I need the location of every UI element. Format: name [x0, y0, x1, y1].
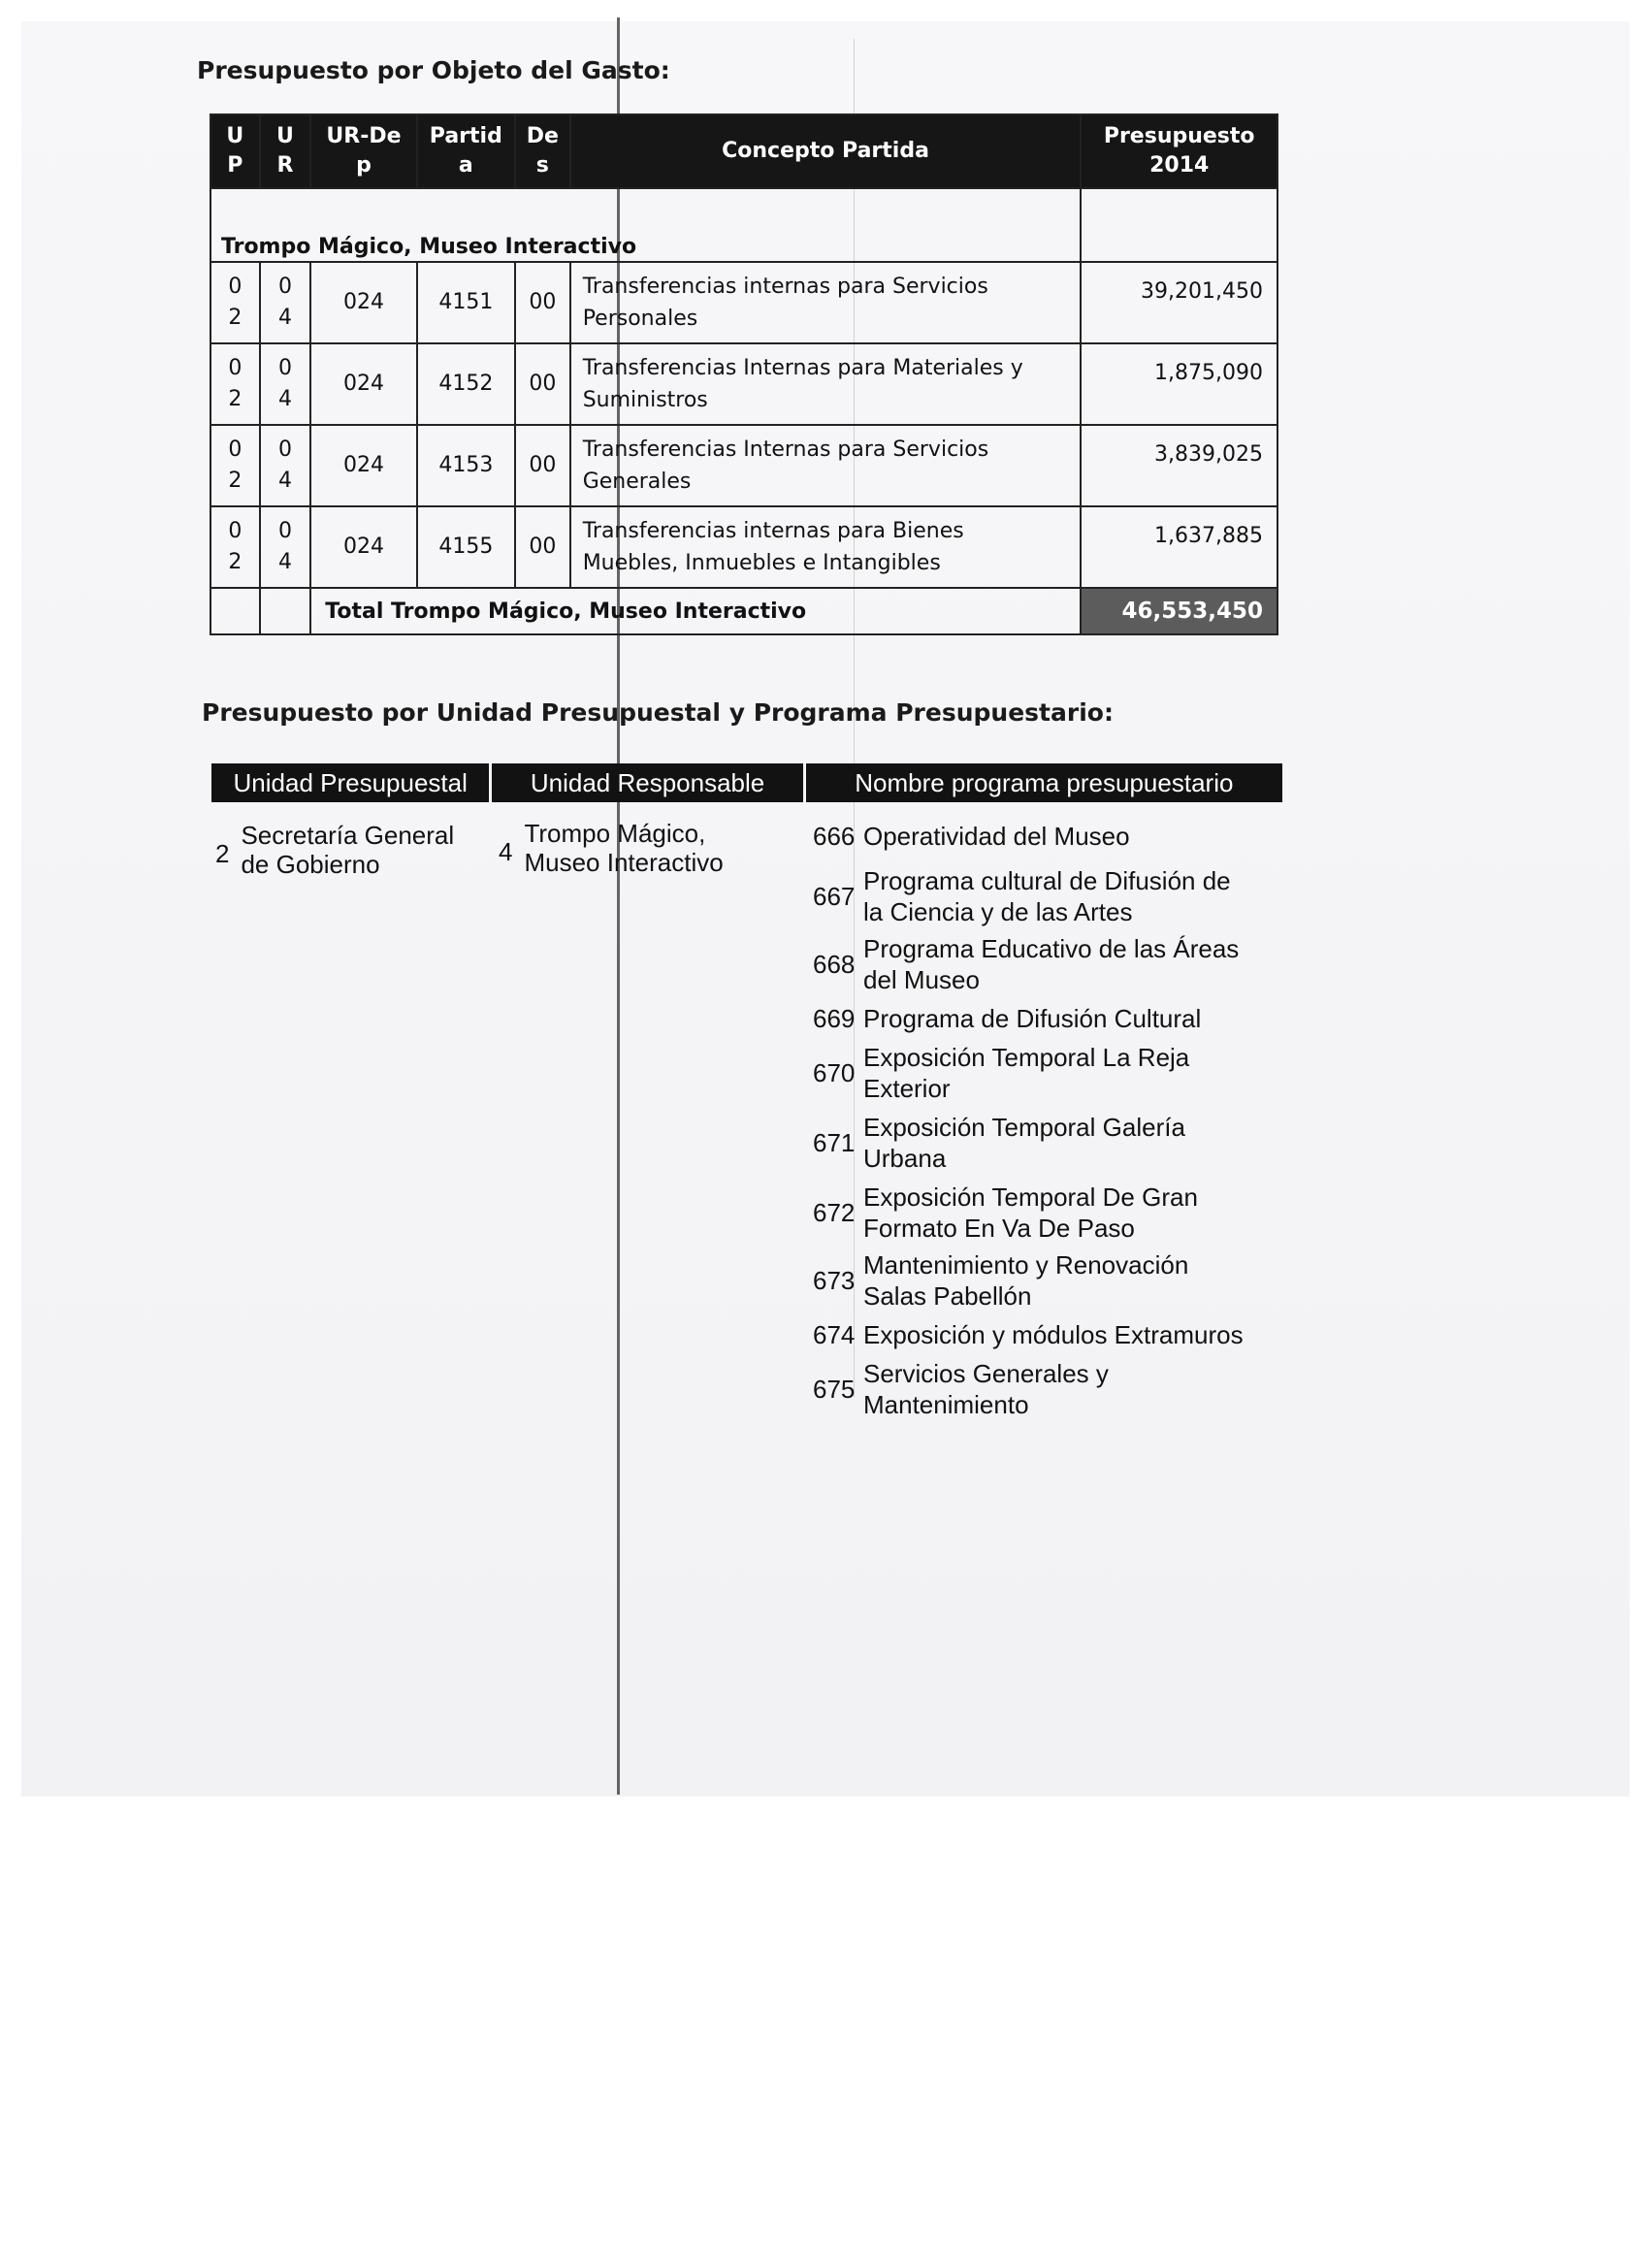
programa-name: Operatividad del Museo: [863, 822, 1130, 851]
header-up: U P: [210, 114, 260, 188]
presupuesto-cell: 1,637,885: [1081, 506, 1277, 588]
programa-item: [813, 1042, 1298, 1104]
header-ur: U R: [260, 114, 311, 188]
group-row: [210, 188, 1277, 262]
programa-code: 675: [813, 1374, 856, 1404]
unidad-responsable-cell: [499, 819, 780, 877]
programa-item: [813, 1112, 1298, 1174]
ur-cell: 0 4: [260, 506, 311, 588]
programa-code: 671: [813, 1127, 856, 1157]
unidad-responsable-name: Trompo Mágico, Museo Interactivo: [524, 819, 724, 877]
table-header-row: [210, 114, 1277, 188]
programa-list: [813, 821, 1298, 1420]
programa-name: Mantenimiento y Renovación Salas Pabellón: [863, 1250, 1189, 1311]
section-title-unidad-programa: Presupuesto por Unidad Presupuestal y Programa Presupuestario:: [202, 698, 1114, 727]
programa-name: Exposición Temporal La Reja Exterior: [863, 1043, 1190, 1103]
programa-code: 670: [813, 1057, 856, 1087]
unidad-presupuestal-cell: [215, 821, 487, 879]
header-presupuesto: Presupuesto 2014: [1081, 114, 1277, 188]
programa-name: Programa Educativo de las Áreas del Museo: [863, 934, 1240, 994]
empty-cell: [210, 588, 260, 634]
total-amount: 46,553,450: [1081, 588, 1277, 634]
ur-dep-cell: 024: [310, 343, 416, 425]
ur-cell: 0 4: [260, 425, 311, 506]
programa-item: [813, 1182, 1298, 1244]
des-cell: 00: [515, 262, 570, 343]
header-ur-dep: UR-De p: [310, 114, 416, 188]
partida-cell: 4151: [417, 262, 515, 343]
ur-dep-cell: 024: [310, 506, 416, 588]
programa-item: [813, 1319, 1298, 1350]
programa-code: 668: [813, 949, 856, 979]
programa-item: [813, 1003, 1298, 1034]
programa-code: 669: [813, 1003, 856, 1033]
partida-cell: 4153: [417, 425, 515, 506]
programa-item: [813, 1358, 1298, 1420]
programa-item: [813, 933, 1298, 995]
programa-item: [813, 1249, 1298, 1312]
programa-name: Exposición Temporal De Gran Formato En Va De Paso: [863, 1183, 1198, 1243]
header-concepto: Concepto Partida: [570, 114, 1082, 188]
des-cell: 00: [515, 343, 570, 425]
programa-code: 674: [813, 1319, 856, 1349]
concepto-cell: Transferencias internas para Servicios Personales: [570, 262, 1082, 343]
table-row: [210, 425, 1277, 506]
partida-cell: 4152: [417, 343, 515, 425]
up-cell: 0 2: [210, 506, 260, 588]
presupuesto-cell: 3,839,025: [1081, 425, 1277, 506]
up-cell: 0 2: [210, 262, 260, 343]
objeto-gasto-table: [210, 113, 1278, 635]
up-cell: 0 2: [210, 425, 260, 506]
header-unidad-presupuestal: Unidad Presupuestal: [211, 763, 492, 802]
total-row: [210, 588, 1277, 634]
programa-name: Exposición y módulos Extramuros: [863, 1320, 1244, 1349]
presupuesto-cell: 39,201,450: [1081, 262, 1277, 343]
programa-name: Programa cultural de Difusión de la Ciencia y de las Artes: [863, 866, 1231, 926]
header-nombre-programa: Nombre programa presupuestario: [855, 768, 1234, 797]
presupuesto-cell: 1,875,090: [1081, 343, 1277, 425]
ur-cell: 0 4: [260, 262, 311, 343]
programa-code: 672: [813, 1197, 856, 1227]
table-row: [210, 262, 1277, 343]
programa-item: [813, 865, 1298, 927]
concepto-cell: Transferencias Internas para Materiales y Suministros: [570, 343, 1082, 425]
up-cell: 0 2: [210, 343, 260, 425]
programa-name: Servicios Generales y Mantenimiento: [863, 1359, 1109, 1419]
programa-name: Programa de Difusión Cultural: [863, 1004, 1202, 1033]
section-title-objeto-gasto: Presupuesto por Objeto del Gasto:: [197, 56, 670, 84]
programa-item: [813, 821, 1298, 852]
programa-code: 673: [813, 1265, 856, 1295]
header-unidad-responsable: Unidad Responsable: [492, 763, 805, 802]
group-label: Trompo Mágico, Museo Interactivo: [210, 188, 1081, 262]
unidad-presupuestal-name: Secretaría General de Gobierno: [241, 821, 455, 879]
programa-name: Exposición Temporal Galería Urbana: [863, 1113, 1185, 1173]
header-partida: Partid a: [417, 114, 515, 188]
des-cell: 00: [515, 506, 570, 588]
empty-cell: [260, 588, 311, 634]
programa-code: 667: [813, 881, 856, 911]
unidad-presupuestal-number: 2: [215, 838, 230, 868]
ur-cell: 0 4: [260, 343, 311, 425]
partida-cell: 4155: [417, 506, 515, 588]
programa-code: 666: [813, 821, 856, 851]
concepto-cell: Transferencias internas para Bienes Muebles, Inmuebles e Intangibles: [570, 506, 1082, 588]
concepto-cell: Transferencias Internas para Servicios Generales: [570, 425, 1082, 506]
programa-table-header: [211, 763, 1282, 802]
group-amount-cell: [1081, 188, 1277, 262]
ur-dep-cell: 024: [310, 425, 416, 506]
unidad-responsable-number: 4: [499, 836, 513, 866]
total-label: Total Trompo Mágico, Museo Interactivo: [310, 588, 1081, 634]
table-row: [210, 506, 1277, 588]
table-row: [210, 343, 1277, 425]
des-cell: 00: [515, 425, 570, 506]
header-des: De s: [515, 114, 570, 188]
ur-dep-cell: 024: [310, 262, 416, 343]
